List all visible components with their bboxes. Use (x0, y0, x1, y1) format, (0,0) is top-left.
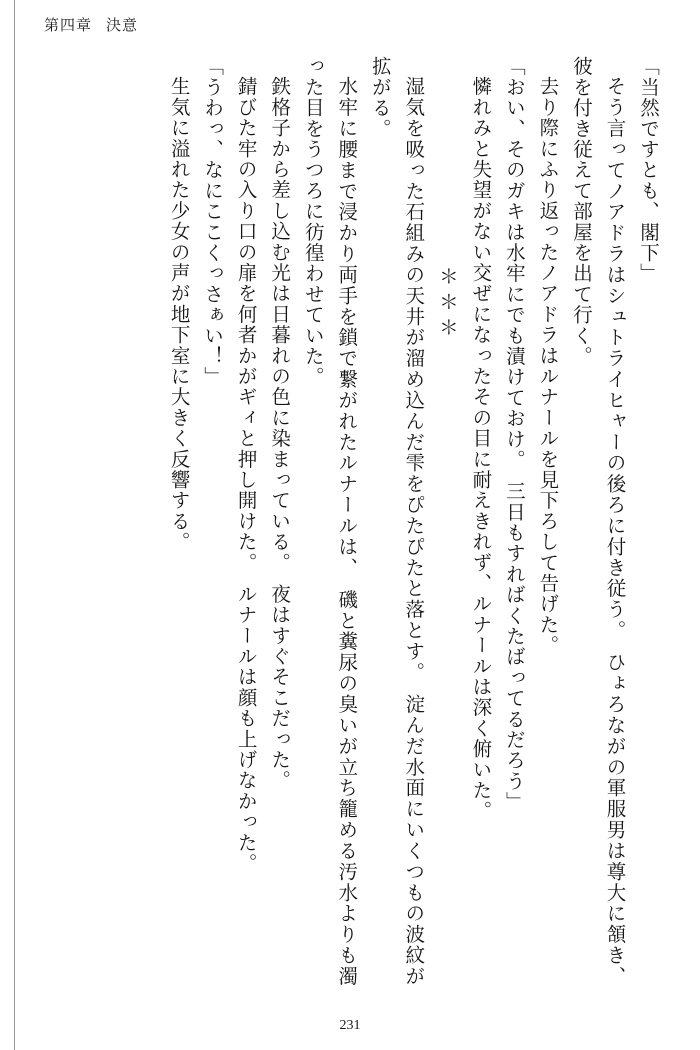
paragraph: 生気に溢れた少女の声が地下室に大きく反響する。 (167, 75, 189, 552)
paragraph: 「当然ですとも、閣下」 (637, 56, 658, 284)
body-text-area (36, 56, 664, 986)
paragraph: 憐れみと失望がない交ぜになったその目に耐えきれず、ルナールは深く俯いた。 (469, 75, 491, 821)
paragraph: 湿気を吸った石組みの天井が溜め込んだ雫をぴたぴたと落とす。 淀んだ水面にいくつもの波紋が拡がる。 (368, 56, 424, 986)
paragraph: 水牢に腰まで浸かり両手を鎖で繋がれたルナールは、 磯と糞尿の臭いが立ち籠める汚水よりも濁った目をうつろに彷徨わせていた。 (301, 56, 357, 986)
scene-break: ＊＊＊ (435, 266, 457, 343)
paragraph: 「うわっ、なにここくっさぁい！」 (201, 56, 223, 388)
paragraph: 去り際にふり返ったノアドラはルナールを見下ろして告げた。 (536, 75, 558, 656)
gutter-rule (14, 0, 15, 1050)
paragraph: 「おい、そのガキは水牢にでも漬けておけ。 三日もすればくたばってるだろう」 (502, 56, 524, 813)
paragraph: そう言ってノアドラはシュトライヒャーの後ろに付き従う。 ひょろながの軍服男は尊大に頷き、彼を付き従えて部屋を出て行く。 (569, 56, 625, 986)
page-number: 231 (339, 1018, 361, 1033)
chapter-number: 第四章 (44, 18, 93, 34)
chapter-title: 決意 (106, 18, 139, 34)
paragraph: 鉄格子から差し込む光は日暮れの色に染まっている。 夜はすぐそこだった。 (268, 75, 290, 791)
vertical-text-column (161, 56, 664, 986)
paragraph: 錆びた牢の入り口の扉を何者かがギィと押し開けた。 ルナールは顔も上げなかった。 (234, 75, 256, 874)
running-header (44, 14, 138, 35)
